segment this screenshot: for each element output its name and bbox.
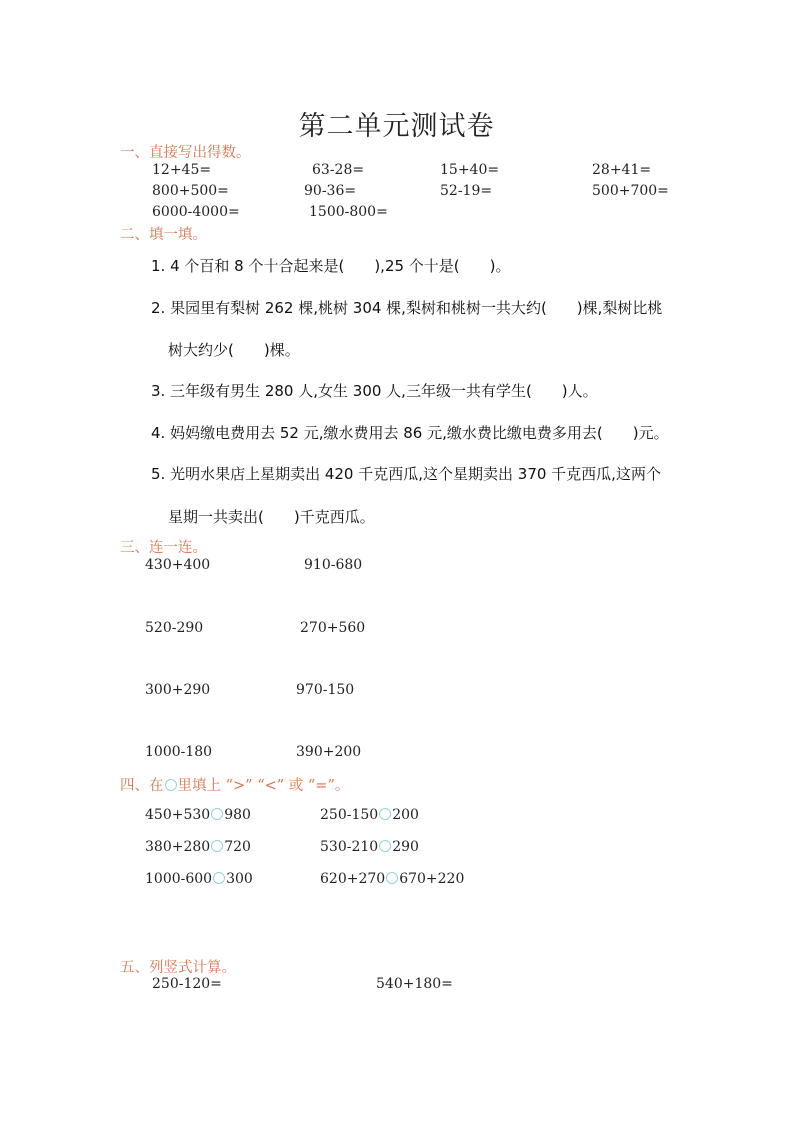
calc-item: 90-36= <box>304 183 357 199</box>
expr: 530-210 <box>320 839 379 855</box>
section-3-heading: 三、连一连。 <box>120 540 207 556</box>
calc-item: 500+700= <box>592 183 669 199</box>
answer-circle[interactable] <box>379 840 391 852</box>
section-5-heading: 五、列竖式计算。 <box>120 960 236 976</box>
compare-item <box>145 871 253 887</box>
answer-circle[interactable] <box>211 840 223 852</box>
expr: 250-150 <box>320 807 379 823</box>
question-1: 1. 4 个百和 8 个十合起来是( ),25 个十是( )。 <box>151 257 511 275</box>
match-right: 910-680 <box>304 557 363 573</box>
compare-item <box>320 871 464 887</box>
heading-text: 四、在 <box>120 778 164 794</box>
match-right: 970-150 <box>296 682 355 698</box>
answer-circle[interactable] <box>386 872 398 884</box>
question-5: 5. 光明水果店上星期卖出 420 千克西瓜,这个星期卖出 370 千克西瓜,这两个 <box>151 465 661 483</box>
answer-circle[interactable] <box>211 808 223 820</box>
match-left: 520-290 <box>145 620 204 636</box>
match-left: 300+290 <box>145 682 211 698</box>
vertical-calc-item: 540+180= <box>376 976 453 992</box>
expr: 1000-600 <box>145 871 213 887</box>
compare-item <box>320 807 419 823</box>
answer-circle[interactable] <box>213 872 225 884</box>
section-1-heading: 一、直接写出得数。 <box>120 145 251 161</box>
compare-item <box>145 839 251 855</box>
calc-item: 28+41= <box>592 162 652 178</box>
compare-item <box>145 807 251 823</box>
expr: 380+280 <box>145 839 211 855</box>
calc-item: 63-28= <box>312 162 365 178</box>
match-right: 390+200 <box>296 744 362 760</box>
compare-item <box>320 839 419 855</box>
section-4-heading <box>120 774 349 795</box>
calc-item: 15+40= <box>440 162 500 178</box>
expr: 670+220 <box>399 871 465 887</box>
question-2-cont: 树大约少( )棵。 <box>168 341 300 359</box>
section-2-heading: 二、填一填。 <box>120 227 207 243</box>
calc-item: 52-19= <box>440 183 493 199</box>
question-5-cont: 星期一共卖出( )千克西瓜。 <box>168 508 375 526</box>
expr: 290 <box>392 839 419 855</box>
calc-item: 12+45= <box>152 162 212 178</box>
expr: 300 <box>226 871 253 887</box>
heading-text: 里填上 “>” “<” 或 “=”。 <box>177 778 350 794</box>
answer-circle[interactable] <box>379 808 391 820</box>
calc-item: 1500-800= <box>309 204 388 220</box>
match-left: 430+400 <box>145 557 211 573</box>
match-left: 1000-180 <box>145 744 213 760</box>
expr: 720 <box>224 839 251 855</box>
calc-item: 6000-4000= <box>152 204 240 220</box>
expr: 620+270 <box>320 871 386 887</box>
match-right: 270+560 <box>300 620 366 636</box>
vertical-calc-item: 250-120= <box>152 976 222 992</box>
question-3: 3. 三年级有男生 280 人,女生 300 人,三年级一共有学生( )人。 <box>151 382 598 400</box>
question-4: 4. 妈妈缴电费用去 52 元,缴水费用去 86 元,缴水费比缴电费多用去( )元。 <box>151 424 669 442</box>
question-2: 2. 果园里有梨树 262 棵,桃树 304 棵,梨树和桃树一共大约( )棵,梨树比桃 <box>151 299 663 317</box>
page-title: 第二单元测试卷 <box>298 111 495 142</box>
circle-icon <box>165 779 177 791</box>
calc-item: 800+500= <box>152 183 229 199</box>
expr: 450+530 <box>145 807 211 823</box>
expr: 200 <box>392 807 419 823</box>
expr: 980 <box>224 807 251 823</box>
